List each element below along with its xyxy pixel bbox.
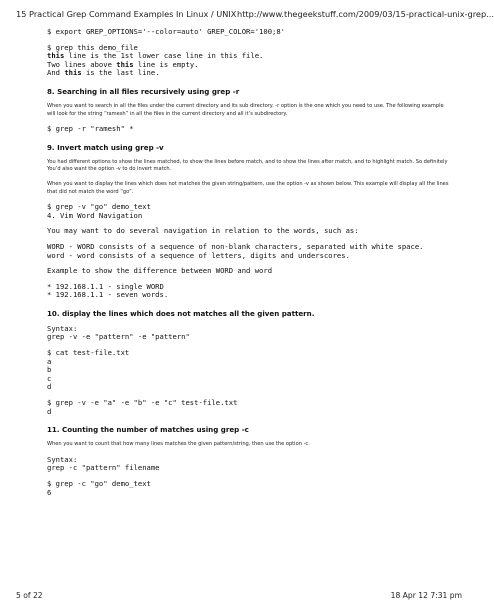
- output-line-3: And this is the last line.: [47, 68, 160, 78]
- section-8-code: $ grep -r "ramesh" *: [47, 124, 134, 134]
- section-10-code-2: $ cat test-file.txt a b c d: [47, 348, 130, 392]
- section-8-heading: 8. Searching in all files recursively using grep -r: [47, 86, 240, 96]
- section-9-code-4: Example to show the difference between WORD and word: [47, 266, 273, 276]
- section-11-code-1: Syntax: grep -c "pattern" filename: [47, 454, 160, 473]
- section-9-heading: 9. Invert match using grep -v: [47, 142, 164, 152]
- code-grep-demo-command: $ grep this demo_file: [47, 42, 138, 52]
- section-9-code-2: You may want to do several navigation in relation to the words, such as:: [47, 226, 359, 236]
- section-11-code-2: $ grep -c "go" demo_text 6: [47, 479, 151, 497]
- output-line-1: this line is the 1st lower case line in this file.: [47, 51, 264, 61]
- print-footer: [16, 591, 462, 600]
- section-9-paragraph-1: You had different options to show the lines matched, to show the lines before match, and to show the lines after match, and to highlight match. So definitely You’d also want the option -v to do invert match.: [47, 158, 448, 173]
- section-10-code-1: Syntax: grep -v -e "pattern" -e "pattern": [47, 323, 190, 342]
- section-11-heading: 11. Counting the number of matches using grep -c: [47, 425, 249, 435]
- section-10-code-3: $ grep -v -e "a" -e "b" -e "c" test-file.txt d: [47, 398, 238, 416]
- print-date: 18 Apr 12 7:31 pm: [390, 591, 462, 600]
- code-export-options: $ export GREP_OPTIONS='--color=auto' GREP_COLOR='100;8': [47, 27, 285, 36]
- section-9-paragraph-2: When you want to display the lines which does not matches the given string/pattern, use the option -v as shown below. This example will display all the lines that did not match the word “go”.: [47, 180, 449, 195]
- output-line-2: Two lines above this line is empty.: [47, 59, 199, 69]
- print-header: [16, 9, 494, 19]
- section-8-paragraph: When you want to search in all the files under the current directory and its sub directory. -r option is the one which you need to use. The following example will look for the string “ramesh” in all the files in the current directory and all it’s subdirectory.: [47, 102, 444, 117]
- page-title: 15 Practical Grep Command Examples In Linux / UNIX: [16, 9, 237, 19]
- page-number: 5 of 22: [16, 591, 43, 600]
- page-url: http://www.thegeekstuff.com/2009/03/15-practical-unix-grep...: [237, 9, 494, 19]
- section-9-code-1: $ grep -v "go" demo_text 4. Vim Word Navigation: [47, 202, 151, 220]
- section-9-code-3: WORD - WORD consists of a sequence of non-blank characters, separated with white space. word - word consists of a sequence of letters, digits and underscores.: [47, 241, 424, 260]
- code-grep-demo-output: [47, 52, 453, 78]
- section-10-heading: 10. display the lines which does not matches all the given pattern.: [47, 308, 315, 318]
- section-9-code-5: * 192.168.1.1 - single WORD * 192.168.1.1 - seven words.: [47, 281, 169, 300]
- section-11-paragraph: When you want to count that how many lines matches the given pattern/string, then use the option -c.: [47, 441, 310, 448]
- article-content: [47, 28, 453, 497]
